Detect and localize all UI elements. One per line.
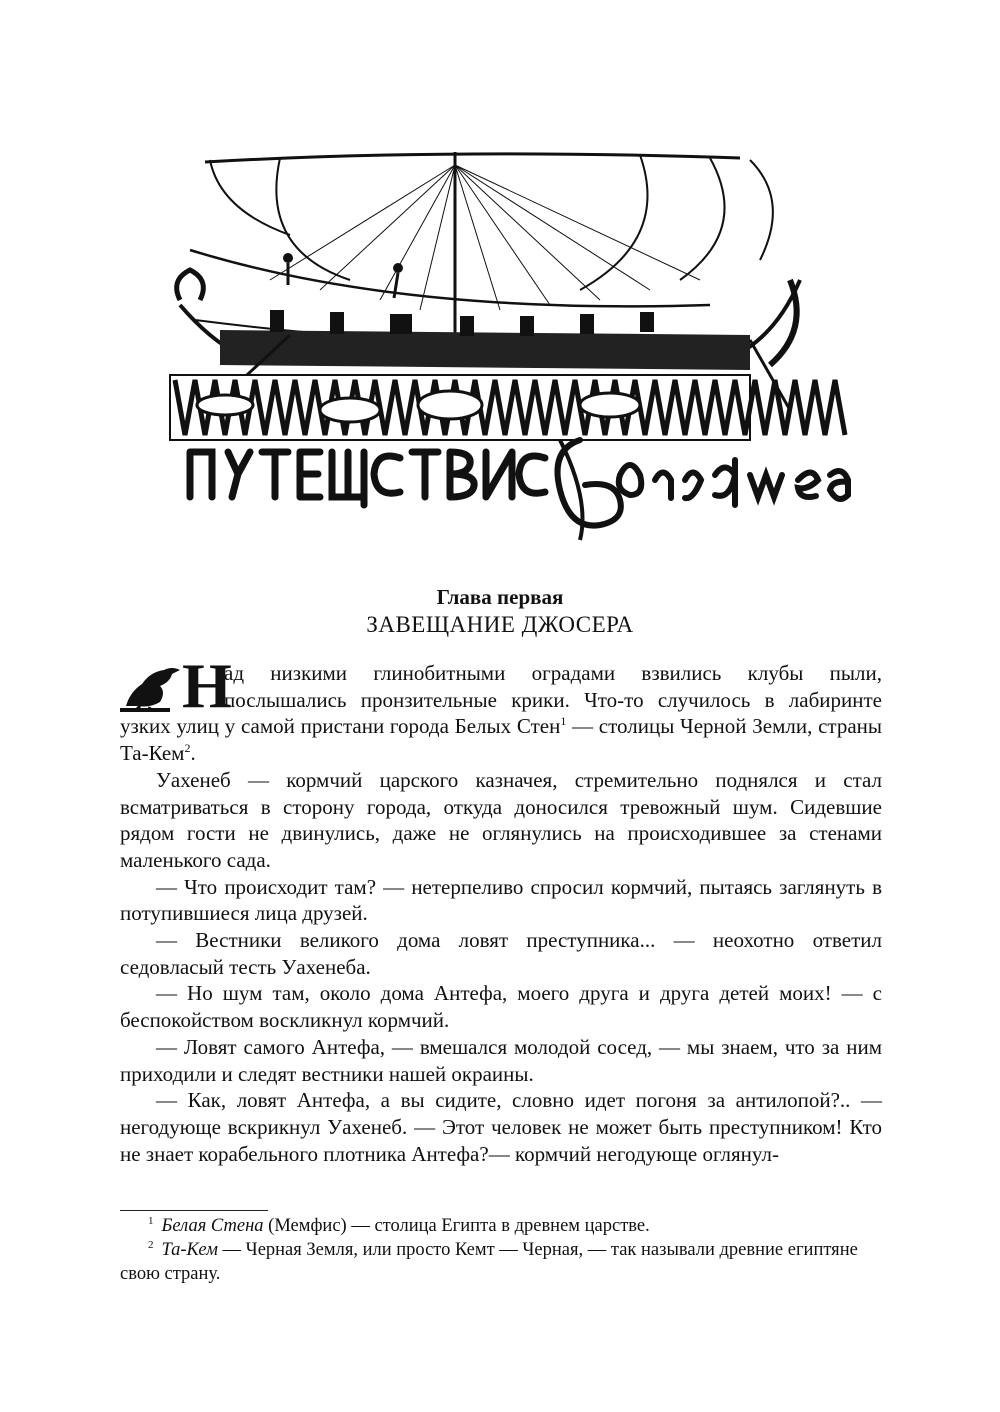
dropcap-letter: Н (182, 650, 232, 721)
ship-illustration (150, 140, 860, 550)
bird-icon (120, 662, 184, 712)
chapter-body (120, 650, 882, 1167)
paragraph (120, 650, 882, 767)
chapter-heading (0, 584, 1000, 640)
dropcap (120, 650, 232, 721)
paragraph: Уахенеб — кормчий царского казначея, стремительно поднялся и стал всматриваться в сторону города, откуда доносился тревожный шум. Сидевшие рядом гости не двинулись, даже не оглянулись на происходившее за стенами маленького сада. (120, 767, 882, 872)
footnote (120, 1238, 882, 1286)
footnotes (120, 1214, 882, 1286)
footnote-text: (Мемфис) — столица Египта в древнем царстве. (263, 1216, 650, 1236)
footnote-term: Белая Стена (161, 1216, 264, 1236)
paragraph: — Вестники великого дома ловят преступника... — неохотно ответил седовласый тесть Уахенеба. (120, 928, 882, 979)
paragraph-text: . (190, 741, 196, 766)
footnote-text: — Черная Земля, или просто Кемт — Черная, — так называли древние египтяне свою страну. (120, 1240, 858, 1284)
paragraph: — Что происходит там? — нетерпеливо спросил кормчий, пытаясь заглянуть в потупившиеся лица друзей. (120, 874, 882, 926)
footnote-term: Та-Кем (161, 1240, 218, 1260)
footnote-ref[interactable]: 1 (560, 714, 567, 729)
footnote-ref[interactable]: 2 (184, 741, 191, 756)
footnote (120, 1214, 882, 1238)
chapter-number: Глава первая (436, 585, 564, 609)
paragraph: — Как, ловят Антефа, а вы сидите, словно идет погоня за антилопой?.. — негодующе вскрикнул Уахенеб. — Этот человек не может быть преступником! Кто не знает корабельного плотника Антефа?— кормчий негодующе оглянул- (120, 1088, 882, 1166)
paragraph: — Ловят самого Антефа, — вмешался молодой сосед, — мы знаем, что за ним приходили и следят вестники нашей окраины. (120, 1034, 882, 1086)
footnote-divider (120, 1210, 268, 1211)
footnote-mark: 2 (148, 1238, 154, 1251)
paragraph-text: — столицы Черной Земли, страны Та-Кем (120, 714, 882, 766)
chapter-title: ЗАВЕЩАНИЕ ДЖОСЕРА (366, 612, 634, 637)
footnote-mark: 1 (148, 1214, 154, 1227)
paragraph-text: ад низкими глинобитными оградами взвились клубы пыли, послышались пронзительные крики. Что-то случилось в лабиринте узких улиц у самой пристани города Белых Стен (120, 661, 882, 739)
paragraph: — Но шум там, около дома Антефа, моего друга и друга детей моих! — с беспокойством воскликнул кормчий. (120, 981, 882, 1033)
